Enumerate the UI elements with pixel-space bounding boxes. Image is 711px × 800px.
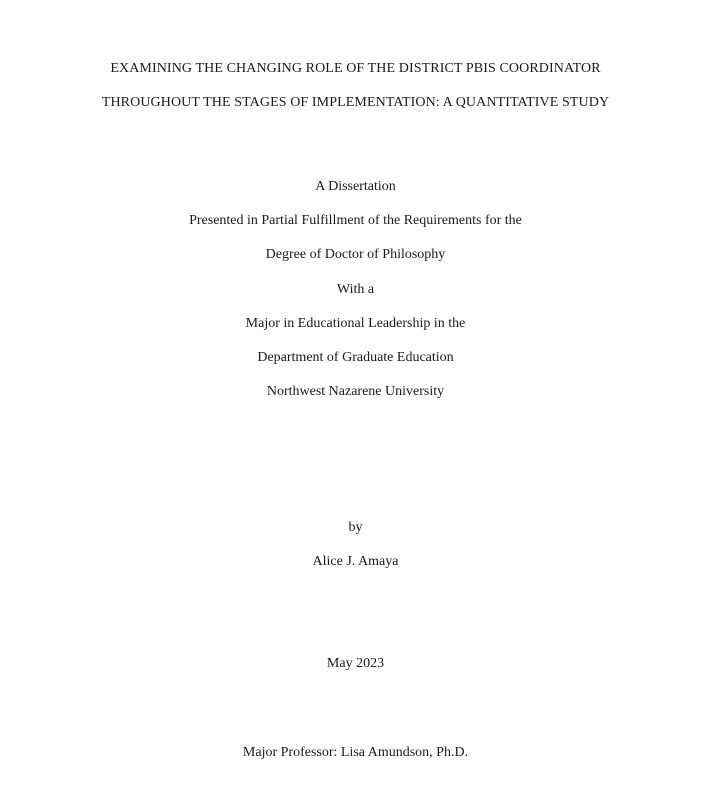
- major-statement: Major in Educational Leadership in the: [245, 316, 466, 331]
- dissertation-title-line-2: THROUGHOUT THE STAGES OF IMPLEMENTATION: A QUANTITATIVE STUDY: [101, 95, 610, 110]
- major-professor: Major Professor: Lisa Amundson, Ph.D.: [242, 745, 469, 760]
- department-name: Department of Graduate Education: [257, 350, 454, 365]
- dissertation-title-line-1: EXAMINING THE CHANGING ROLE OF THE DISTRICT PBIS COORDINATOR: [110, 61, 601, 76]
- university-name: Northwest Nazarene University: [266, 384, 445, 399]
- degree-name: Degree of Doctor of Philosophy: [265, 247, 446, 262]
- date-text: May 2023: [326, 656, 385, 671]
- fulfillment-statement: Presented in Partial Fulfillment of the Requirements for the: [189, 213, 522, 228]
- document-type: A Dissertation: [315, 179, 396, 194]
- by-text: by: [348, 520, 363, 535]
- author-name: Alice J. Amaya: [312, 554, 399, 569]
- with-a-text: With a: [336, 282, 375, 297]
